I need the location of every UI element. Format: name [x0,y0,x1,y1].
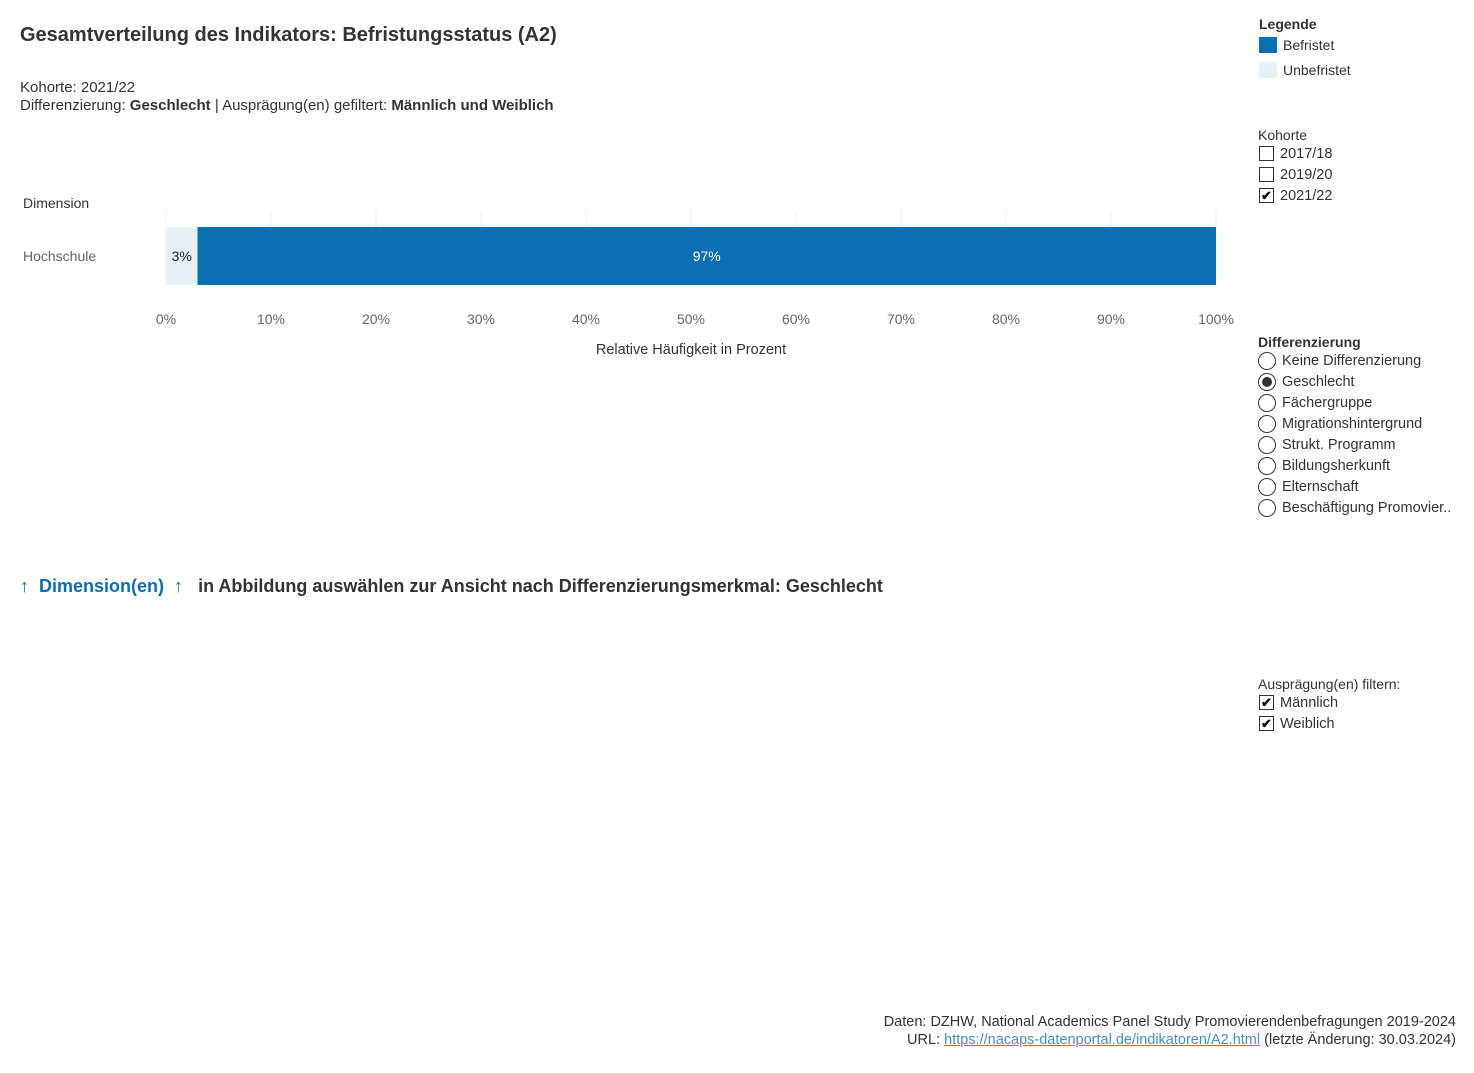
diff-label-geschlecht: Geschlecht [1282,373,1355,390]
kohorte-option-2021-22[interactable] [1258,185,1332,206]
legend-swatch-befristet [1259,37,1277,53]
diff-option-strukt-programm[interactable] [1258,434,1451,455]
source-footer [884,1013,1456,1049]
x-tick-label: 70% [886,311,916,327]
diff-radio-geschlecht[interactable] [1258,373,1276,391]
x-axis-title: Relative Häufigkeit in Prozent [595,342,787,358]
diff-option-beschaeftigung[interactable] [1258,497,1451,518]
x-tick-label: 80% [991,311,1021,327]
auspraegung-label-weiblich: Weiblich [1280,715,1335,732]
kohorte-label-2017-18: 2017/18 [1280,145,1333,162]
x-tick-label: 40% [571,311,601,327]
x-tick-label: 20% [361,311,391,327]
x-tick-label: 90% [1096,311,1126,327]
chart-subtitle [20,79,554,115]
kohorte-label-2021-22: 2021/22 [1280,187,1333,204]
legend-item-befristet[interactable] [1259,32,1351,57]
arrow-up-icon: ↑ [20,576,29,596]
diff-option-keine[interactable] [1258,350,1451,371]
auspraegung-label-maennlich: Männlich [1280,694,1339,711]
url-suffix: (letzte Änderung: 30.03.2024) [1260,1032,1456,1048]
diff-label-beschaeftigung: Beschäftigung Promovier.. [1282,499,1452,516]
data-source: Daten: DZHW, National Academics Panel Study Promovierendenbefragungen 2019-2024 [883,1014,1456,1030]
auspraegung-checkbox-maennlich[interactable] [1259,695,1274,710]
auspraegung-checkbox-weiblich[interactable] [1259,716,1274,731]
indicator-link[interactable]: https://nacaps-datenportal.de/indikatoren/A2.html [944,1032,1261,1048]
diff-option-migrationshintergrund[interactable] [1258,413,1451,434]
diff-label-elternschaft: Elternschaft [1282,478,1359,495]
legend-item-unbefristet[interactable] [1259,57,1351,82]
diff-value: Geschlecht [129,97,211,114]
page-title: Gesamtverteilung des Indikators: Befristungsstatus (A2) [20,24,557,46]
legend-label-befristet: Befristet [1283,36,1335,53]
diff-label-bildungsherkunft: Bildungsherkunft [1282,457,1391,474]
diff-label-strukt-programm: Strukt. Programm [1282,436,1396,453]
kohorte-checkbox-2019-20[interactable] [1259,167,1274,182]
url-prefix: URL: [907,1032,945,1048]
diff-prefix: Differenzierung: [20,97,130,114]
kohorte-info: Kohorte: 2021/22 [20,79,136,96]
category-label[interactable]: Hochschule [23,248,97,264]
diff-option-bildungsherkunft[interactable] [1258,455,1451,476]
diff-option-geschlecht[interactable] [1258,371,1451,392]
hint-dimension-label: Dimension(en) [39,576,165,596]
y-axis-title: Dimension [23,195,90,211]
differenzierung-selector [1258,334,1451,518]
checkmark-icon: ✔ [1261,716,1272,731]
differenzierung-info [20,97,554,115]
kohorte-option-2019-20[interactable] [1258,164,1332,185]
filter-prefix: | Ausprägung(en) gefiltert: [210,97,392,114]
auspraegung-option-weiblich[interactable] [1258,713,1400,734]
auspraegung-title: Ausprägung(en) filtern: [1258,676,1401,692]
diff-radio-strukt-programm[interactable] [1258,436,1276,454]
arrow-up-icon: ↑ [174,576,184,596]
data-label: 97% [692,248,721,264]
diff-radio-migrationshintergrund[interactable] [1258,415,1276,433]
legend-label-unbefristet: Unbefristet [1283,61,1351,78]
legend-title: Legende [1259,16,1317,32]
checkmark-icon: ✔ [1261,188,1272,203]
kohorte-label-2019-20: 2019/20 [1280,166,1333,183]
x-tick-label: 0% [155,311,177,327]
diff-option-faechergruppe[interactable] [1258,392,1451,413]
x-tick-label: 10% [256,311,286,327]
x-tick-label: 30% [466,311,496,327]
diff-label-keine: Keine Differenzierung [1282,352,1422,369]
url-line [884,1031,1456,1049]
kohorte-title: Kohorte [1258,127,1308,143]
checkmark-icon: ✔ [1261,695,1272,710]
diff-option-elternschaft[interactable] [1258,476,1451,497]
x-tick-label: 100% [1198,311,1234,327]
hint-text: in Abbildung auswählen zur Ansicht nach Differenzierungsmerkmal: Geschlecht [198,576,883,596]
differenzierung-title: Differenzierung [1258,334,1361,350]
diff-radio-keine[interactable] [1258,352,1276,370]
diff-label-faechergruppe: Fächergruppe [1282,394,1373,411]
radio-selected-dot-icon [1262,377,1272,387]
kohorte-checkbox-2017-18[interactable] [1259,146,1274,161]
diff-label-migrationshintergrund: Migrationshintergrund [1282,415,1423,432]
diff-radio-elternschaft[interactable] [1258,478,1276,496]
x-tick-label: 60% [781,311,811,327]
legend [1259,16,1351,82]
legend-swatch-unbefristet [1259,62,1277,78]
filter-value: Männlich und Weiblich [391,97,554,114]
auspraegung-filter [1258,676,1400,734]
auspraegung-option-maennlich[interactable] [1258,692,1400,713]
x-tick-label: 50% [676,311,706,327]
stacked-bar-chart[interactable] [0,180,1250,380]
diff-radio-bildungsherkunft[interactable] [1258,457,1276,475]
data-label: 3% [171,248,192,264]
kohorte-option-2017-18[interactable] [1258,143,1332,164]
kohorte-filter [1258,127,1332,206]
dimension-hint [20,576,883,597]
kohorte-checkbox-2021-22[interactable] [1259,188,1274,203]
diff-radio-faechergruppe[interactable] [1258,394,1276,412]
diff-radio-beschaeftigung[interactable] [1258,499,1276,517]
